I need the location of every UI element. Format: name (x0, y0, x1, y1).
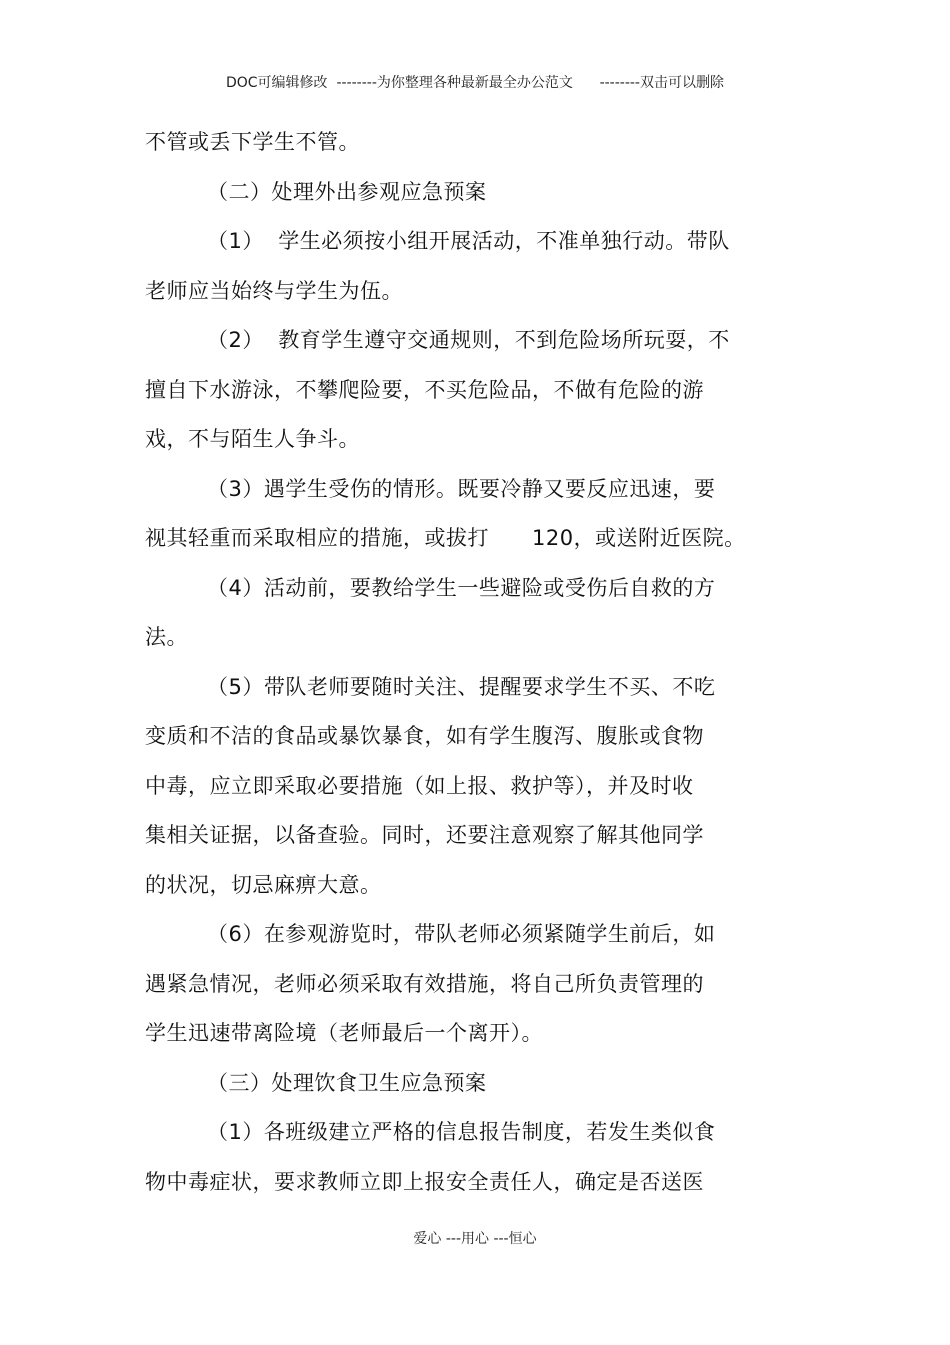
text-line: 集相关证据，以备查验。同时，还要注意观察了解其他同学 (145, 823, 704, 847)
text-line: 变质和不洁的食品或暴饮暴食，如有学生腹泻、腹胀或食物 (145, 724, 704, 748)
text-line: 中毒，应立即采取必要措施（如上报、救护等），并及时收 (145, 773, 694, 798)
text-line: （1） 学生必须按小组开展活动，不准单独行动。带队 (207, 229, 730, 253)
text-line: 擅自下水游泳，不攀爬险要，不买危险品，不做有危险的游 (145, 377, 704, 402)
text-line: 法。 (145, 625, 188, 649)
text-line: 老师应当始终与学生为伍。 (145, 278, 403, 303)
text-line: （5）带队老师要随时关注、提醒要求学生不买、不吃 (207, 674, 716, 699)
section-heading: （三）处理饮食卫生应急预案 (207, 1070, 487, 1095)
text-line: 戏，不与陌生人争斗。 (145, 427, 360, 451)
text-line: 视其轻重而采取相应的措施，或拔打 120，或送附近医院。 (145, 526, 746, 550)
text-line: 的状况，切忌麻痹大意。 (145, 872, 382, 897)
text-line: （2） 教育学生遵守交通规则，不到危险场所玩耍，不 (207, 328, 730, 352)
text-line: 物中毒症状，要求教师立即上报安全责任人，确定是否送医 (145, 1169, 704, 1194)
page-header: DOC可编辑修改 --------为你整理各种最新最全办公范文 --------双击可以删除 (225, 75, 724, 91)
text-line: 学生迅速带离险境（老师最后一个离开）。 (145, 1021, 543, 1045)
text-line: 不管或丢下学生不管。 (145, 130, 360, 154)
text-line: （4）活动前，要教给学生一些避险或受伤后自救的方 (207, 575, 716, 600)
page-footer: 爱心 ---用心 ---恒心 (413, 1231, 537, 1247)
section-heading: （二）处理外出参观应急预案 (207, 179, 487, 204)
text-line: （6）在参观游览时，带队老师必须紧随学生前后，如 (207, 922, 716, 946)
document-body (145, 118, 805, 1207)
text-line: 遇紧急情况，老师必须采取有效措施，将自己所负责管理的 (145, 971, 704, 996)
text-line: （1）各班级建立严格的信息报告制度，若发生类似食 (207, 1120, 716, 1144)
text-line: （3）遇学生受伤的情形。既要冷静又要反应迅速，要 (207, 476, 716, 501)
